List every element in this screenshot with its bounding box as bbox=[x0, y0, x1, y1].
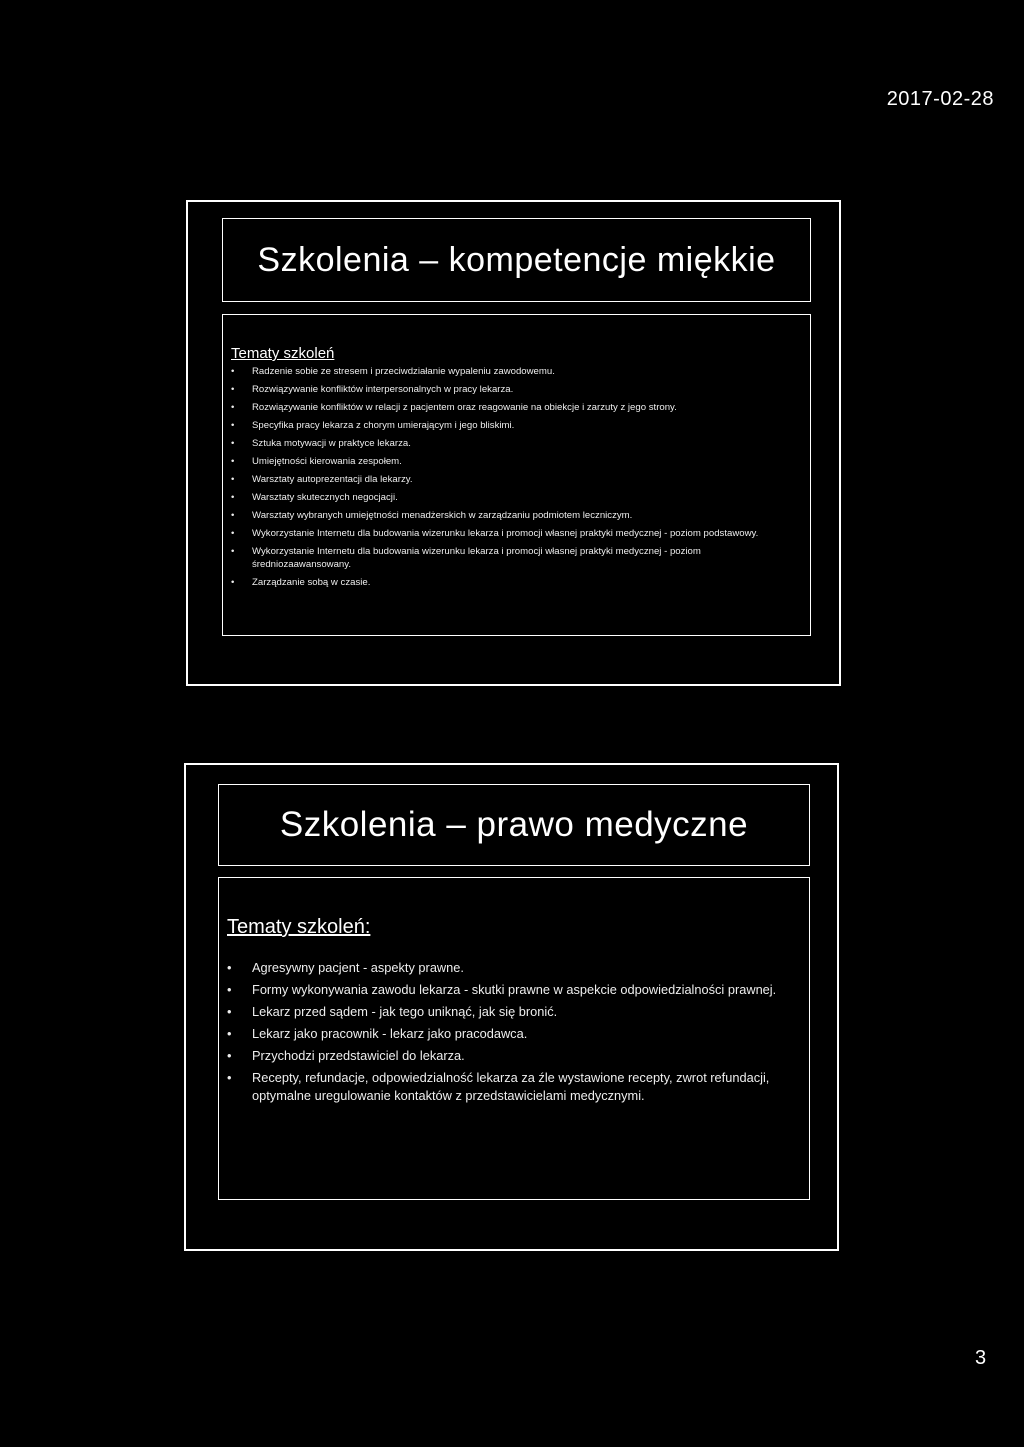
topic-text: Formy wykonywania zawodu lekarza - skutki prawne w aspekcie odpowiedzialności prawnej. bbox=[252, 982, 777, 997]
topic-item bbox=[231, 474, 810, 487]
topic-text: Rozwiązywanie konfliktów interpersonalnych w pracy lekarza. bbox=[252, 384, 514, 395]
topic-item bbox=[231, 402, 810, 415]
topic-text: Radzenie sobie ze stresem i przeciwdziałanie wypaleniu zawodowemu. bbox=[252, 366, 555, 377]
slide-content-box bbox=[222, 314, 811, 636]
topic-text: Zarządzanie sobą w czasie. bbox=[252, 576, 371, 588]
topics-list bbox=[231, 366, 810, 589]
topic-item bbox=[231, 492, 810, 505]
bullet-icon: • bbox=[231, 456, 235, 467]
bullet-icon: • bbox=[227, 982, 232, 997]
topic-text: Warsztaty autoprezentacji dla lekarzy. bbox=[252, 474, 413, 485]
slide-medical-law bbox=[184, 763, 839, 1251]
topic-item bbox=[231, 528, 810, 541]
topic-text: Recepty, refundacje, odpowiedzialność lekarza za źle wystawione recepty, zwrot refundacji, optymalne uregulowanie kontaktów z przedstawicielami medycznymi. bbox=[252, 1070, 770, 1103]
topic-item bbox=[231, 577, 810, 590]
topic-text: Lekarz jako pracownik - lekarz jako pracodawca. bbox=[252, 1026, 528, 1041]
topic-text: Agresywny pacjent - aspekty prawne. bbox=[252, 960, 464, 975]
topic-item bbox=[227, 1025, 809, 1043]
topic-item bbox=[231, 366, 810, 379]
topics-heading: Tematy szkoleń bbox=[231, 345, 335, 362]
topic-item bbox=[231, 420, 810, 433]
slide-content-box bbox=[218, 877, 810, 1200]
slide-title-box bbox=[218, 784, 810, 866]
topic-item bbox=[231, 438, 810, 451]
topic-item bbox=[231, 546, 810, 571]
topic-item bbox=[227, 1003, 809, 1021]
bullet-icon: • bbox=[231, 366, 235, 377]
topic-item bbox=[227, 981, 809, 999]
topic-text: Lekarz przed sądem - jak tego uniknąć, jak się bronić. bbox=[252, 1004, 558, 1019]
topic-text: Specyfika pracy lekarza z chorym umierającym i jego bliskimi. bbox=[252, 420, 515, 431]
topic-item bbox=[227, 959, 809, 977]
topic-text: Przychodzi przedstawiciel do lekarza. bbox=[252, 1048, 465, 1063]
bullet-icon: • bbox=[231, 576, 235, 588]
bullet-icon: • bbox=[231, 384, 235, 395]
slide-title: Szkolenia – kompetencje miękkie bbox=[257, 240, 776, 279]
bullet-icon: • bbox=[227, 1048, 232, 1063]
topic-item bbox=[231, 456, 810, 469]
bullet-icon: • bbox=[227, 1004, 232, 1019]
slide-soft-skills bbox=[186, 200, 841, 686]
topic-text: Wykorzystanie Internetu dla budowania wizerunku lekarza i promocji własnej praktyki medycznej - poziom średniozaawansowany. bbox=[252, 546, 701, 570]
bullet-icon: • bbox=[227, 1070, 232, 1085]
bullet-icon: • bbox=[231, 402, 235, 413]
bullet-icon: • bbox=[227, 960, 232, 975]
bullet-icon: • bbox=[231, 420, 235, 431]
bullet-icon: • bbox=[231, 528, 235, 539]
page-number: 3 bbox=[975, 1347, 987, 1369]
topic-text: Warsztaty wybranych umiejętności menadżerskich w zarządzaniu podmiotem leczniczym. bbox=[252, 510, 633, 521]
topic-text: Warsztaty skutecznych negocjacji. bbox=[252, 492, 398, 503]
topic-item bbox=[227, 1047, 809, 1065]
bullet-icon: • bbox=[227, 1026, 232, 1041]
topic-item bbox=[227, 1069, 809, 1105]
slide-title-box bbox=[222, 218, 811, 302]
bullet-icon: • bbox=[231, 546, 235, 557]
topics-list bbox=[227, 959, 809, 1105]
page-date: 2017-02-28 bbox=[886, 88, 994, 110]
topic-item bbox=[231, 510, 810, 523]
bullet-icon: • bbox=[231, 438, 235, 449]
topic-text: Umiejętności kierowania zespołem. bbox=[252, 456, 402, 467]
topic-text: Wykorzystanie Internetu dla budowania wizerunku lekarza i promocji własnej praktyki medycznej - poziom podstawowy. bbox=[252, 528, 759, 539]
topic-item bbox=[231, 384, 810, 397]
topics-heading: Tematy szkoleń: bbox=[227, 916, 371, 938]
slide-title: Szkolenia – prawo medyczne bbox=[279, 805, 749, 844]
bullet-icon: • bbox=[231, 492, 235, 503]
topic-text: Rozwiązywanie konfliktów w relacji z pacjentem oraz reagowanie na obiekcje i zarzuty z jego strony. bbox=[252, 402, 677, 413]
bullet-icon: • bbox=[231, 474, 235, 485]
topic-text: Sztuka motywacji w praktyce lekarza. bbox=[252, 438, 411, 449]
bullet-icon: • bbox=[231, 510, 235, 521]
